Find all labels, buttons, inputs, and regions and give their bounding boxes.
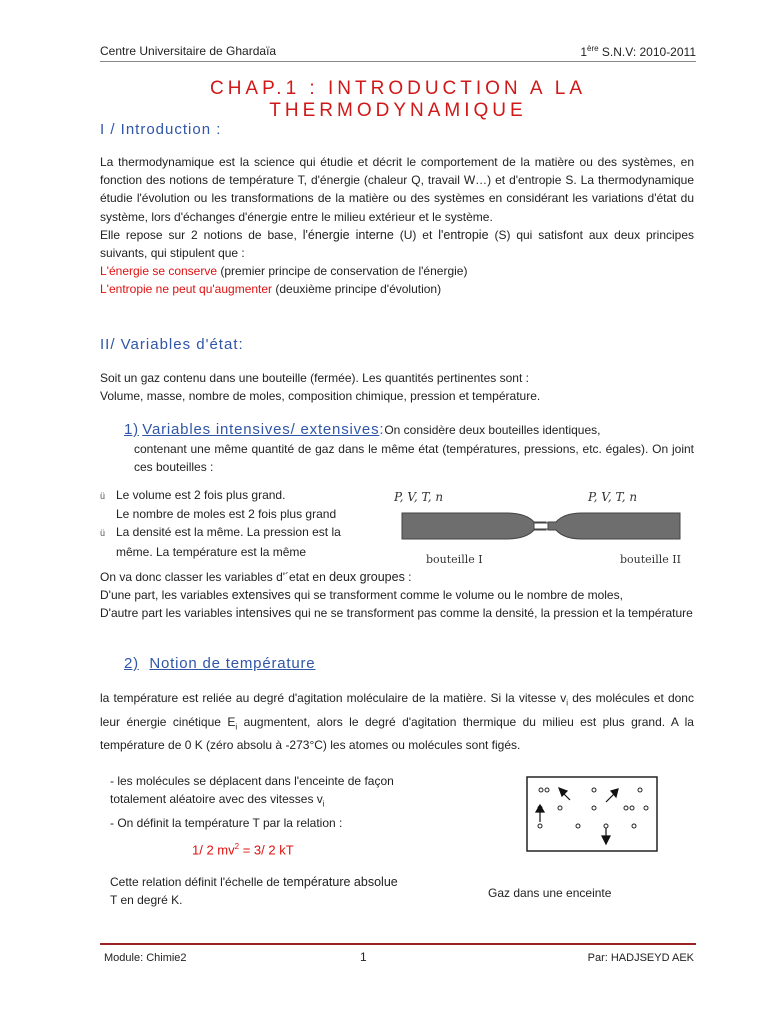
bottle-2 [548, 513, 680, 539]
bottle-2-variables: P, V, T, n [588, 490, 638, 504]
footer-author: Par: HADJSEYD AEK [587, 952, 694, 964]
intensive-definition: D'autre part les variables intensives qui ne se transforment pas comme la densité, la pression et la température [100, 606, 693, 621]
bullet-item-volume: ü Le volume est 2 fois plus grand. [100, 488, 286, 502]
temperature-list [110, 772, 460, 832]
list-item-velocities: totalement aléatoire avec des vitesses $v_i$ [110, 792, 325, 809]
bullet-item-temperature: même. La température est la même [116, 544, 307, 559]
classification-intro: On va donc classer les variables d'´etat en deux groupes : [100, 570, 412, 584]
subsection-2-title: Notion de température [149, 655, 316, 672]
subsection-1-title: Variables intensives/ extensives: [142, 421, 385, 438]
variable-classification [100, 568, 694, 623]
subsection-1-number: 1) [124, 421, 139, 438]
page-number: 1 [360, 950, 367, 964]
bottle-1-caption: bouteille I [426, 553, 483, 566]
bottle-1 [402, 513, 546, 539]
header-year: 1ère S.N.V: 2010-2011 [580, 44, 696, 59]
second-principle: L'entropie ne peut qu'augmenter (deuxième principe d'évolution) [100, 282, 442, 297]
variables-line-2: Volume, masse, nombre de moles, composition chimique, pression et température. [100, 389, 541, 404]
enclosure-caption: Gaz dans une enceinte [488, 886, 612, 900]
gas-enclosure-figure [526, 776, 658, 852]
bottle-1-variables: P, V, T, n [394, 490, 444, 504]
subsection-1-lead: On considère deux bouteilles identiques, [384, 423, 601, 437]
intro-base-notions: Elle repose sur 2 notions de base, l'énergie interne (U) et l'entropie (S) qui satisfont aux deux principes suivants, qui stipulent que : [100, 227, 695, 261]
subsection-temperature [124, 655, 315, 673]
footer-module: Module: Chimie2 [104, 952, 187, 964]
chapter-title: CHAP.1 : INTRODUCTION A LA THERMODYNAMIQUE [209, 78, 587, 121]
temperature-formula: 1/ 2 $mv^2 = 3/$ 2 kT [192, 842, 294, 858]
bottle-2-caption: bouteille II [620, 553, 681, 566]
subsection-2-number: 2) [124, 655, 139, 672]
two-bottles-figure [388, 486, 696, 570]
list-item-random-motion: - les molécules se déplacent dans l'enceinte de façon [110, 774, 394, 788]
variables-line-1: Soit un gaz contenu dans une bouteille (fermée). Les quantités pertinentes sont : [100, 371, 529, 385]
intro-paragraph: La thermodynamique est la science qui étudie et décrit le comportement de la matière ou des systèmes, en fonction des notions de température T, d'énergie (chaleur Q, travail W…) et d'entropie S. La thermodynamique étudie l'évolution ou les transformations de la matière ou des systèmes en considérant les variations d'état du système, lors d'échanges d'énergie entre le milieu extérieur et le système. [100, 155, 694, 224]
extensive-definition: D'une part, les variables extensives qui se transforment comme le volume ou le nombre de moles, [100, 588, 623, 603]
variables-intro [100, 369, 694, 405]
absolute-temperature-definition: Cette relation définit l'échelle de température absolue T en degré K. [110, 875, 398, 908]
section-introduction-heading: I / Introduction : [100, 121, 222, 138]
first-principle: L'énergie se conserve (premier principe de conservation de l'énergie) [100, 264, 468, 279]
list-item-definition: - On définit la température T par la relation : [110, 815, 343, 830]
subsection-intensive-extensive [124, 421, 694, 477]
temperature-paragraph: la température est reliée au degré d'agitation moléculaire de la matière. Si la vitesse $v_i$ des molécules et donc leur énergie cinétique $E_i$ augmentent, alors le degré d'agitation thermique du milieu est plus grand. A la température de 0 K (zéro absolu à -273°C) les atomes ou molécules sont figés. [100, 691, 694, 753]
header-institution: Centre Universitaire de Ghardaïa [100, 44, 277, 58]
footer-rule [100, 943, 696, 945]
bullet-item-density: ü La densité est la même. La pression est la [100, 525, 341, 540]
bullet-item-moles: Le nombre de moles est 2 fois plus grand [116, 507, 337, 522]
bullet-list [100, 486, 368, 561]
introduction-body [100, 153, 694, 299]
subsection-1-body: contenant une même quantité de gaz dans le même état (températures, pressions, etc. égales). On joint ces bouteilles : [134, 442, 694, 475]
header-rule [100, 61, 696, 62]
section-variables-heading: II/ Variables d'état: [100, 336, 244, 353]
